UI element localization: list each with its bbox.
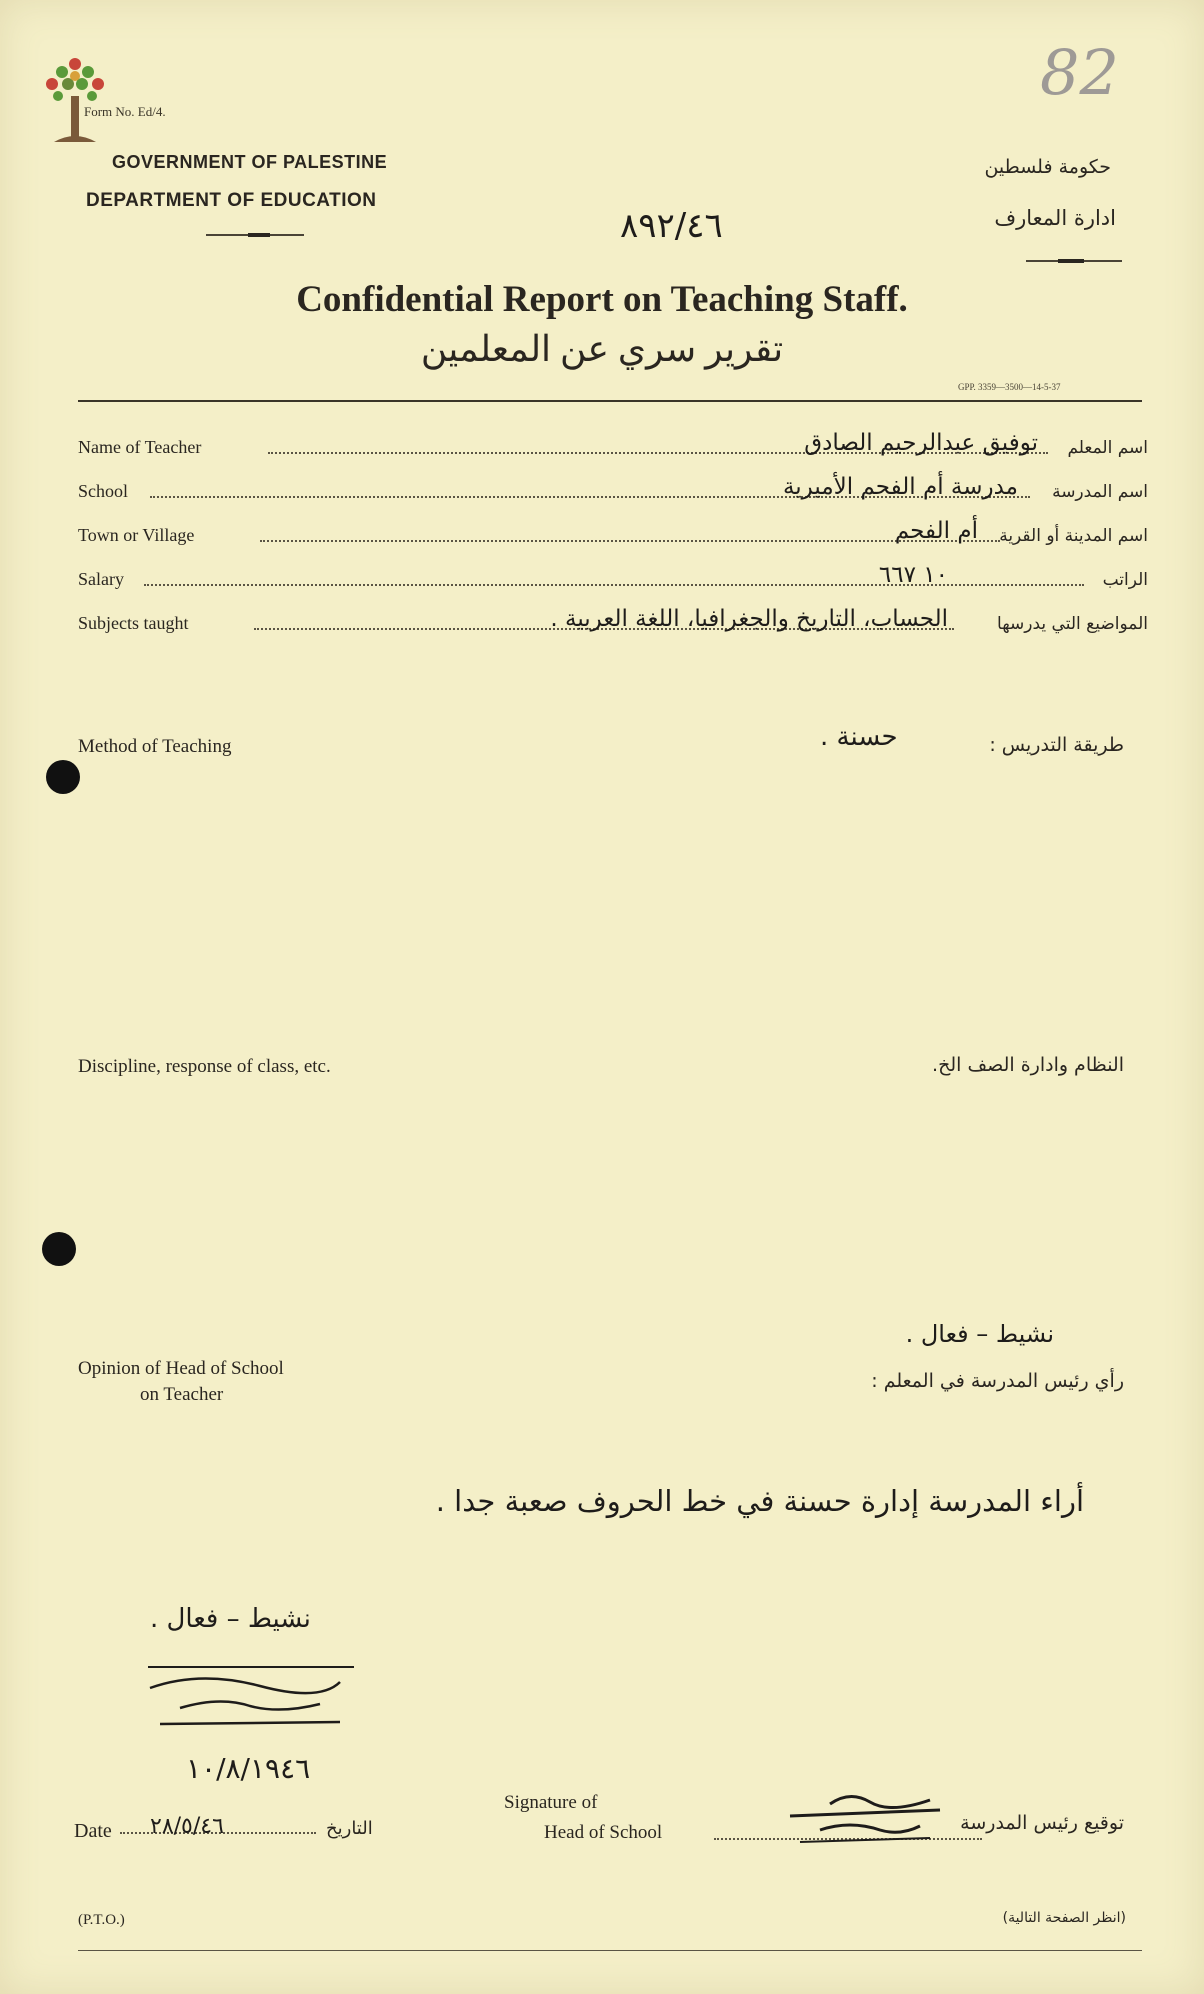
opinion-body: أراء المدرسة إدارة حسنة في خط الحروف صعبة جدا . <box>435 1484 1084 1518</box>
tree-logo-icon <box>40 52 110 146</box>
field-label-ar: اسم المدرسة <box>1052 482 1148 502</box>
discipline-label-ar: النظام وادارة الصف الخ. <box>932 1054 1124 1076</box>
handwritten-page-number: 82 <box>1040 36 1119 109</box>
opinion-label-2: on Teacher <box>140 1384 224 1405</box>
form-number: Form No. Ed/4. <box>84 104 166 119</box>
signature-label-2: Head of School <box>544 1822 663 1843</box>
field-label-en: Name of Teacher <box>78 437 202 457</box>
opinion-value-top: نشيط – فعال . <box>905 1320 1054 1348</box>
date-label-ar: التاريخ <box>326 1818 373 1839</box>
field-label-ar: اسم المعلم <box>1067 438 1148 458</box>
sign-block-date: ١٠/٨/١٩٤٦ <box>186 1752 311 1785</box>
field-label-en: Subjects taught <box>78 613 189 633</box>
field-label-en: Salary <box>78 569 124 589</box>
reference-number: ٨٩٢/٤٦ <box>620 206 723 246</box>
discipline-label: Discipline, response of class, etc. <box>78 1056 331 1077</box>
printer-code: GPP. 3359—3500—14-5-37 <box>958 382 1061 392</box>
field-row-name <box>78 428 1148 464</box>
date-value: ٢٨/٥/٤٦ <box>150 1814 224 1839</box>
punch-hole <box>42 1232 76 1266</box>
date-label: Date <box>74 1820 112 1842</box>
divider-mark <box>1058 259 1084 263</box>
field-value: ١٠ ٦٦٧ <box>878 562 948 588</box>
signature-label-ar: توقيع رئيس المدرسة <box>960 1812 1124 1834</box>
report-title: Confidential Report on Teaching Staff. <box>296 279 908 320</box>
opinion-label-ar: رأي رئيس المدرسة في المعلم : <box>871 1370 1124 1392</box>
field-label-ar: الراتب <box>1102 570 1148 590</box>
method-value: حسنة . <box>820 722 898 752</box>
field-label-ar: المواضيع التي يدرسها <box>997 614 1148 634</box>
field-value: توفيق عبدالرحيم الصادق <box>804 430 1038 456</box>
field-label-ar: اسم المدينة أو القرية <box>999 526 1148 546</box>
field-value: الحساب، التاريخ والجغرافيا، اللغة العربية . <box>550 606 948 632</box>
handwritten-signature-icon <box>140 1668 360 1732</box>
field-row-subjects <box>78 604 1148 640</box>
rule <box>78 400 1142 402</box>
head-signature-icon <box>780 1786 950 1850</box>
footer-rule <box>78 1950 1142 1951</box>
sign-block-note: نشيط – فعال . <box>150 1604 311 1634</box>
field-value: أم الفحم <box>894 518 978 544</box>
field-row-salary <box>78 560 1148 596</box>
field-value: مدرسة أم الفحم الأميرية <box>782 474 1018 500</box>
department-heading-ar: ادارة المعارف <box>994 206 1116 230</box>
government-heading-ar: حكومة فلسطين <box>984 156 1111 178</box>
pto-note-ar: (انظر الصفحة التالية) <box>1002 1910 1126 1926</box>
pto-note: (P.T.O.) <box>78 1912 125 1928</box>
report-title-ar: تقرير سري عن المعلمين <box>420 329 784 369</box>
signature-label-1: Signature of <box>504 1792 598 1813</box>
field-label-en: School <box>78 481 129 501</box>
method-label-ar: طريقة التدريس : <box>989 734 1124 756</box>
method-label: Method of Teaching <box>78 736 232 757</box>
field-row-school <box>78 472 1148 508</box>
field-row-town <box>78 516 1148 552</box>
dotted-line <box>260 540 1000 542</box>
punch-hole <box>46 760 80 794</box>
opinion-label: Opinion of Head of School <box>78 1358 284 1379</box>
field-label-en: Town or Village <box>78 525 195 545</box>
department-heading: DEPARTMENT OF EDUCATION <box>86 190 377 211</box>
divider-mark <box>248 233 270 237</box>
government-heading: GOVERNMENT OF PALESTINE <box>112 152 388 172</box>
